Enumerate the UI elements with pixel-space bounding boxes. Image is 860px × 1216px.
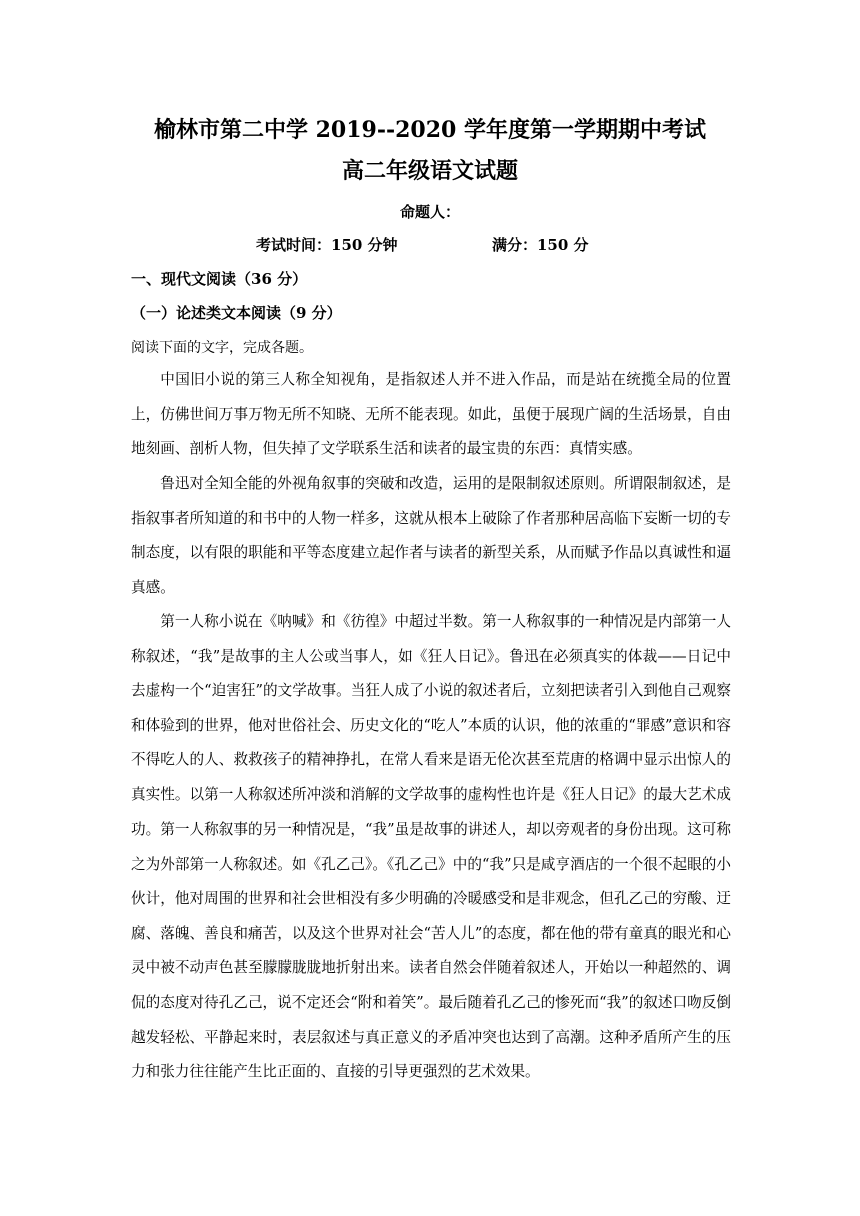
section-heading: 一、现代文阅读（36 分）	[131, 270, 308, 288]
exam-time: 考试时间：150 分钟	[256, 236, 398, 254]
passage-paragraph-1: 中国旧小说的第三人称全知视角，是指叙述人并不进入作品，而是站在统揽全局的位置上，仿佛世间万事万物无所不知晓、无所不能表现。如此，虽便于展现广阔的生活场景，自由地刻画、剖析人物，但失掉了文学联系生活和读者的最宝贵的东西：真情实感。	[131, 371, 731, 458]
exam-title: 榆林市第二中学 2019--2020 学年度第一学期期中考试	[153, 117, 707, 143]
passage-paragraph-3: 第一人称小说在《呐喊》和《彷徨》中超过半数。第一人称叙事的一种情况是内部第一人称叙述，“我”是故事的主人公或当事人，如《狂人日记》。鲁迅在必须真实的体裁——日记中去虚构一个“迫害狂”的文学故事。当狂人成了小说的叙述者后，立刻把读者引入到他自己观察和体验到的世界，他对世俗社会、历史文化的“吃人”本质的认识，他的浓重的“罪感”意识和容不得吃人的人、救救孩子的精神挣扎，在常人看来是语无伦次甚至荒唐的格调中显示出惊人的真实性。以第一人称叙述所冲淡和消解的文学故事的虚构性也许是《狂人日记》的最大艺术成功。	[131, 613, 732, 838]
passage-paragraph-4: 第一人称叙事的另一种情况是，“我”虽是故事的讲述人，却以旁观者的身份出现。这可称之为外部第一人称叙述。如《孔乙己》。《孔乙己》中的“我”只是咸亨酒店的一个很不起眼的小伙计，他对周围的世界和社会世相没有多少明确的冷暖感受和是非观念，但孔乙己的穷酸、迂腐、落魄、善良和痛苦，以及这个世界对社会“苦人儿”的态度，都在他的带有童真的眼光和心灵中被不动声色甚至朦朦胧胧地折射出来。读者自然会伴随着叙述人，开始以一种超然的、调侃的态度对待孔乙己，说不定还会“附和着笑”。最后随着孔乙己的惨死而“我”的叙述口吻反倒越发轻松、平静起来时，表层叙述与真正意义的矛盾冲突也达到了高潮。这种矛盾所产生的压力和张力往往能产生比正面的、直接的引导更强烈的艺术效果。	[131, 821, 731, 1081]
subsection-heading: （一）论述类文本阅读（9 分）	[131, 304, 342, 322]
reading-instruction: 阅读下面的文字，完成各题。	[131, 340, 313, 356]
author-label: 命题人：	[399, 203, 460, 221]
exam-subtitle: 高二年级语文试题	[341, 158, 518, 184]
full-score: 满分：150 分	[492, 236, 589, 254]
passage-paragraph-2: 鲁迅对全知全能的外视角叙事的突破和改造，运用的是限制叙述原则。所谓限制叙述，是指叙事者所知道的和书中的人物一样多，这就从根本上破除了作者那种居高临下妄断一切的专制态度，以有限的职能和平等态度建立起作者与读者的新型关系，从而赋予作品以真诚性和逼真感。	[131, 475, 731, 596]
